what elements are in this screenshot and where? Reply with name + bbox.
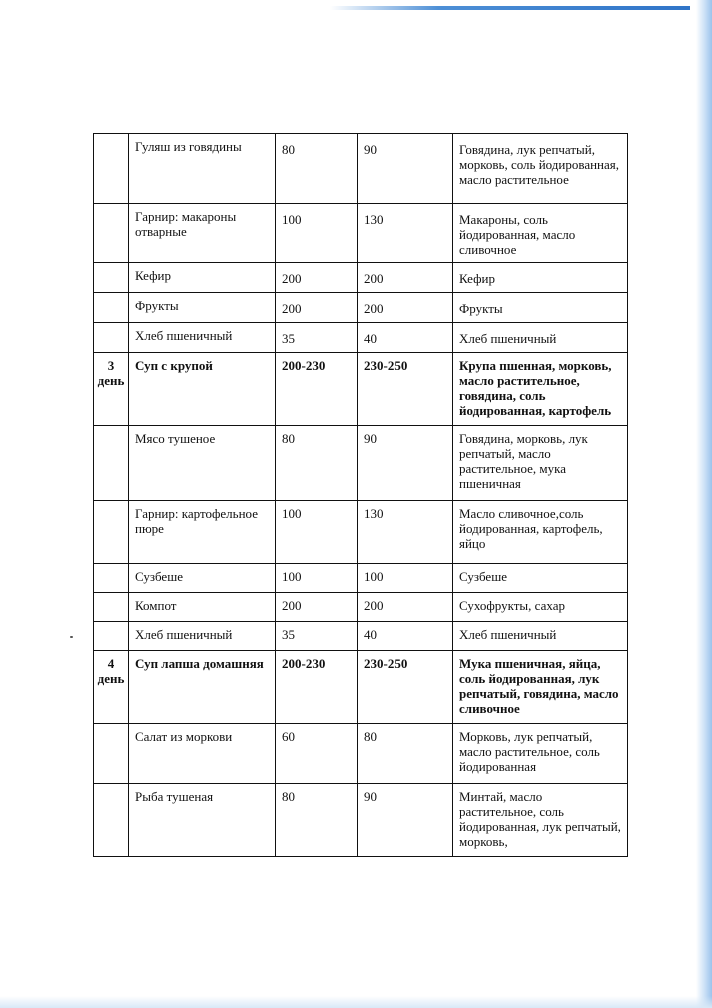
table-row xyxy=(94,501,628,564)
ingredients-cell: Масло сливочное,соль йодированная, картофель, яйцо xyxy=(453,501,628,564)
day-cell xyxy=(94,204,129,263)
table-row xyxy=(94,263,628,293)
portion-small-cell: 100 xyxy=(276,564,358,593)
portion-large-cell: 230-250 xyxy=(358,353,453,426)
dish-cell: Рыба тушеная xyxy=(129,784,276,857)
portion-small-cell: 100 xyxy=(276,501,358,564)
ingredients-cell: Крупа пшенная, морковь, масло растительное, говядина, соль йодированная, картофель xyxy=(453,353,628,426)
ingredients-cell: Мука пшеничная, яйца, соль йодированная, лук репчатый, говядина, масло сливочное xyxy=(453,651,628,724)
portion-small-cell: 80 xyxy=(276,426,358,501)
dish-cell: Суп с крупой xyxy=(129,353,276,426)
menu-table-body xyxy=(94,134,628,857)
ingredients-cell: Кефир xyxy=(453,263,628,293)
ingredients-cell: Говядина, лук репчатый, морковь, соль йодированная, масло растительное xyxy=(453,134,628,204)
day-cell xyxy=(94,263,129,293)
day-cell xyxy=(94,134,129,204)
dish-cell: Хлеб пшеничный xyxy=(129,323,276,353)
portion-large-cell: 40 xyxy=(358,622,453,651)
portion-small-cell: 80 xyxy=(276,784,358,857)
portion-small-cell: 80 xyxy=(276,134,358,204)
dish-cell: Мясо тушеное xyxy=(129,426,276,501)
portion-large-cell: 200 xyxy=(358,593,453,622)
day-cell: 4 день xyxy=(94,651,129,724)
scan-edge-bottom xyxy=(0,996,712,1008)
dish-cell: Кефир xyxy=(129,263,276,293)
dish-cell: Суп лапша домашняя xyxy=(129,651,276,724)
portion-large-cell: 90 xyxy=(358,134,453,204)
ingredients-cell: Фрукты xyxy=(453,293,628,323)
ingredients-cell: Минтай, масло растительное, соль йодированная, лук репчатый, морковь, xyxy=(453,784,628,857)
portion-small-cell: 200-230 xyxy=(276,353,358,426)
portion-large-cell: 90 xyxy=(358,784,453,857)
ingredients-cell: Хлеб пшеничный xyxy=(453,323,628,353)
portion-small-cell: 200 xyxy=(276,293,358,323)
ingredients-cell: Сухофрукты, сахар xyxy=(453,593,628,622)
portion-large-cell: 100 xyxy=(358,564,453,593)
day-cell xyxy=(94,622,129,651)
scan-speck xyxy=(70,636,73,638)
ingredients-cell: Хлеб пшеничный xyxy=(453,622,628,651)
table-row xyxy=(94,134,628,204)
table-row xyxy=(94,204,628,263)
day-cell: 3 день xyxy=(94,353,129,426)
table-row xyxy=(94,593,628,622)
portion-small-cell: 100 xyxy=(276,204,358,263)
dish-cell: Гарнир: картофельное пюре xyxy=(129,501,276,564)
scan-edge-top xyxy=(330,6,690,10)
dish-cell: Гуляш из говядины xyxy=(129,134,276,204)
day-cell xyxy=(94,293,129,323)
portion-large-cell: 90 xyxy=(358,426,453,501)
portion-large-cell: 40 xyxy=(358,323,453,353)
dish-cell: Гарнир: макароны отварные xyxy=(129,204,276,263)
portion-small-cell: 200-230 xyxy=(276,651,358,724)
table-row xyxy=(94,724,628,784)
table-row xyxy=(94,323,628,353)
portion-small-cell: 35 xyxy=(276,622,358,651)
portion-small-cell: 35 xyxy=(276,323,358,353)
ingredients-cell: Говядина, морковь, лук репчатый, масло растительное, мука пшеничная xyxy=(453,426,628,501)
scan-edge-right xyxy=(696,0,712,1008)
ingredients-cell: Макароны, соль йодированная, масло сливочное xyxy=(453,204,628,263)
dish-cell: Фрукты xyxy=(129,293,276,323)
day-cell xyxy=(94,323,129,353)
table-row xyxy=(94,426,628,501)
day-cell xyxy=(94,593,129,622)
portion-small-cell: 200 xyxy=(276,263,358,293)
ingredients-cell: Морковь, лук репчатый, масло растительное, соль йодированная xyxy=(453,724,628,784)
portion-large-cell: 200 xyxy=(358,263,453,293)
ingredients-cell: Сузбеше xyxy=(453,564,628,593)
portion-small-cell: 60 xyxy=(276,724,358,784)
table-row xyxy=(94,293,628,323)
table-row xyxy=(94,784,628,857)
day-cell xyxy=(94,426,129,501)
table-row xyxy=(94,622,628,651)
table-row xyxy=(94,564,628,593)
portion-large-cell: 230-250 xyxy=(358,651,453,724)
portion-large-cell: 200 xyxy=(358,293,453,323)
day-cell xyxy=(94,564,129,593)
table-row-day-start xyxy=(94,353,628,426)
portion-large-cell: 130 xyxy=(358,204,453,263)
portion-large-cell: 80 xyxy=(358,724,453,784)
day-cell xyxy=(94,501,129,564)
portion-small-cell: 200 xyxy=(276,593,358,622)
dish-cell: Салат из моркови xyxy=(129,724,276,784)
portion-large-cell: 130 xyxy=(358,501,453,564)
day-cell xyxy=(94,724,129,784)
menu-table xyxy=(93,133,628,857)
dish-cell: Компот xyxy=(129,593,276,622)
dish-cell: Хлеб пшеничный xyxy=(129,622,276,651)
dish-cell: Сузбеше xyxy=(129,564,276,593)
table-row-day-start xyxy=(94,651,628,724)
day-cell xyxy=(94,784,129,857)
